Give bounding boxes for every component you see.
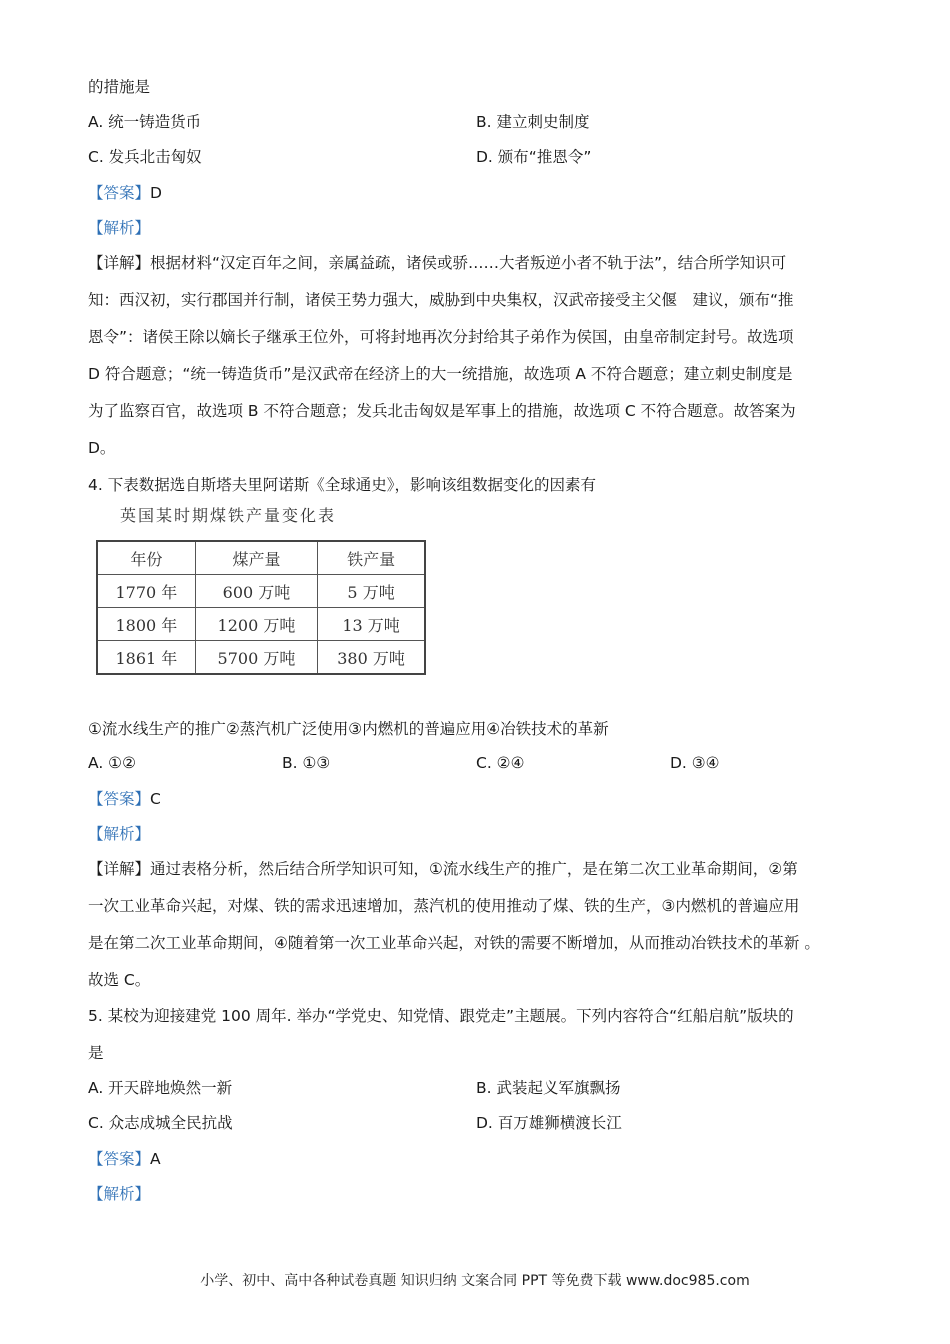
q4-answer <box>88 789 161 809</box>
answer-tag: 【答案】 <box>88 790 151 808</box>
q5-option-d: D. 百万雄狮横渡长江 <box>476 1114 622 1132</box>
q4-stem: 4. 下表数据选自斯塔夫里阿诺斯《全球通史》，影响该组数据变化的因素有 <box>88 476 596 494</box>
table-row <box>97 641 425 675</box>
q3-option-c: C. 发兵北击匈奴 <box>88 148 202 166</box>
page-footer: 小学、初中、高中各种试卷真题 知识归纳 文案合同 PPT 等免费下载 www.doc985.com <box>200 1273 750 1289</box>
cell-year: 1800 年 <box>97 608 195 641</box>
q3-stem-tail: 的措施是 <box>88 78 151 96</box>
cell-iron: 5 万吨 <box>318 575 425 608</box>
q5-option-c: C. 众志成城全民抗战 <box>88 1114 233 1132</box>
cell-year: 1861 年 <box>97 641 195 675</box>
cell-iron: 380 万吨 <box>318 641 425 675</box>
q4-option-a: A. ①② <box>88 754 136 772</box>
q5-analysis-tag: 【解析】 <box>88 1185 151 1203</box>
q5-option-b: B. 武装起义军旗飘扬 <box>476 1079 621 1097</box>
q5-option-a: A. 开天辟地焕然一新 <box>88 1079 233 1097</box>
q3-detail-line-6: D。 <box>88 439 116 457</box>
q5-answer <box>88 1149 161 1169</box>
q4-factors: ①流水线生产的推广②蒸汽机广泛使用③内燃机的普遍应用④冶铁技术的革新 <box>88 720 609 738</box>
cell-iron: 13 万吨 <box>318 608 425 641</box>
table-title: 英国某时期煤铁产量变化表 <box>120 506 337 525</box>
q3-detail-line-5: 为了监察百官，故选项 B 不符合题意；发兵北击匈奴是军事上的措施，故选项 C 不符合题意。故答案为 <box>88 402 796 420</box>
detail-text: 根据材料“汉定百年之间，亲属益疏，诸侯或骄……大者叛逆小者不轨于法”，结合所学知识可 <box>150 254 787 272</box>
cell-year: 1770 年 <box>97 575 195 608</box>
table-row <box>97 608 425 641</box>
answer-value: A <box>150 1150 161 1168</box>
cell-coal: 5700 万吨 <box>195 641 317 675</box>
q3-option-a: A. 统一铸造货币 <box>88 113 202 131</box>
cell-coal: 600 万吨 <box>195 575 317 608</box>
q5-stem-line-1: 5. 某校为迎接建党 100 周年. 举办“学党史、知党情、跟党走”主题展。下列内容符合“红船启航”版块的 <box>88 1007 794 1025</box>
answer-tag: 【答案】 <box>88 184 151 202</box>
cell-coal: 1200 万吨 <box>195 608 317 641</box>
answer-value: C <box>150 790 161 808</box>
q3-detail-line-3: 恩令”：诸侯王除以嫡长子继承王位外，可将封地再次分封给其子弟作为侯国，由皇帝制定封号。故选项 <box>88 328 794 346</box>
q4-option-c: C. ②④ <box>476 754 525 772</box>
q4-detail-line-2: 一次工业革命兴起，对煤、铁的需求迅速增加，蒸汽机的使用推动了煤、铁的生产，③内燃机的普遍应用 <box>88 897 800 915</box>
detail-tag: 【详解】 <box>88 860 151 878</box>
header-iron: 铁产量 <box>318 541 425 575</box>
q4-detail-line-1 <box>88 859 798 879</box>
answer-value: D <box>150 184 162 202</box>
q3-option-d: D. 颁布“推恩令” <box>476 148 592 166</box>
q4-analysis-tag: 【解析】 <box>88 825 151 843</box>
q4-option-d: D. ③④ <box>670 754 720 772</box>
header-coal: 煤产量 <box>195 541 317 575</box>
q4-detail-line-4: 故选 C。 <box>88 971 151 989</box>
q3-detail-line-2: 知：西汉初，实行郡国并行制，诸侯王势力强大，威胁到中央集权，汉武帝接受主父偃 建议，颁布“推 <box>88 291 794 309</box>
coal-iron-table <box>96 540 426 675</box>
coal-iron-table-figure <box>96 503 436 675</box>
q3-detail-line-1 <box>88 253 786 273</box>
table-header-row <box>97 541 425 575</box>
q5-stem-line-2: 是 <box>88 1044 104 1062</box>
q3-analysis-tag: 【解析】 <box>88 219 151 237</box>
q3-answer <box>88 183 162 203</box>
detail-text: 通过表格分析，然后结合所学知识可知，①流水线生产的推广，是在第二次工业革命期间，②第 <box>150 860 798 878</box>
q3-detail-line-4: D 符合题意；“统一铸造货币”是汉武帝在经济上的大一统措施，故选项 A 不符合题意；建立刺史制度是 <box>88 365 793 383</box>
q3-option-b: B. 建立刺史制度 <box>476 113 590 131</box>
header-year: 年份 <box>97 541 195 575</box>
q4-detail-line-3: 是在第二次工业革命期间，④随着第一次工业革命兴起，对铁的需要不断增加，从而推动冶铁技术的革新 。 <box>88 934 820 952</box>
answer-tag: 【答案】 <box>88 1150 151 1168</box>
table-row <box>97 575 425 608</box>
q4-option-b: B. ①③ <box>282 754 331 772</box>
detail-tag: 【详解】 <box>88 254 151 272</box>
